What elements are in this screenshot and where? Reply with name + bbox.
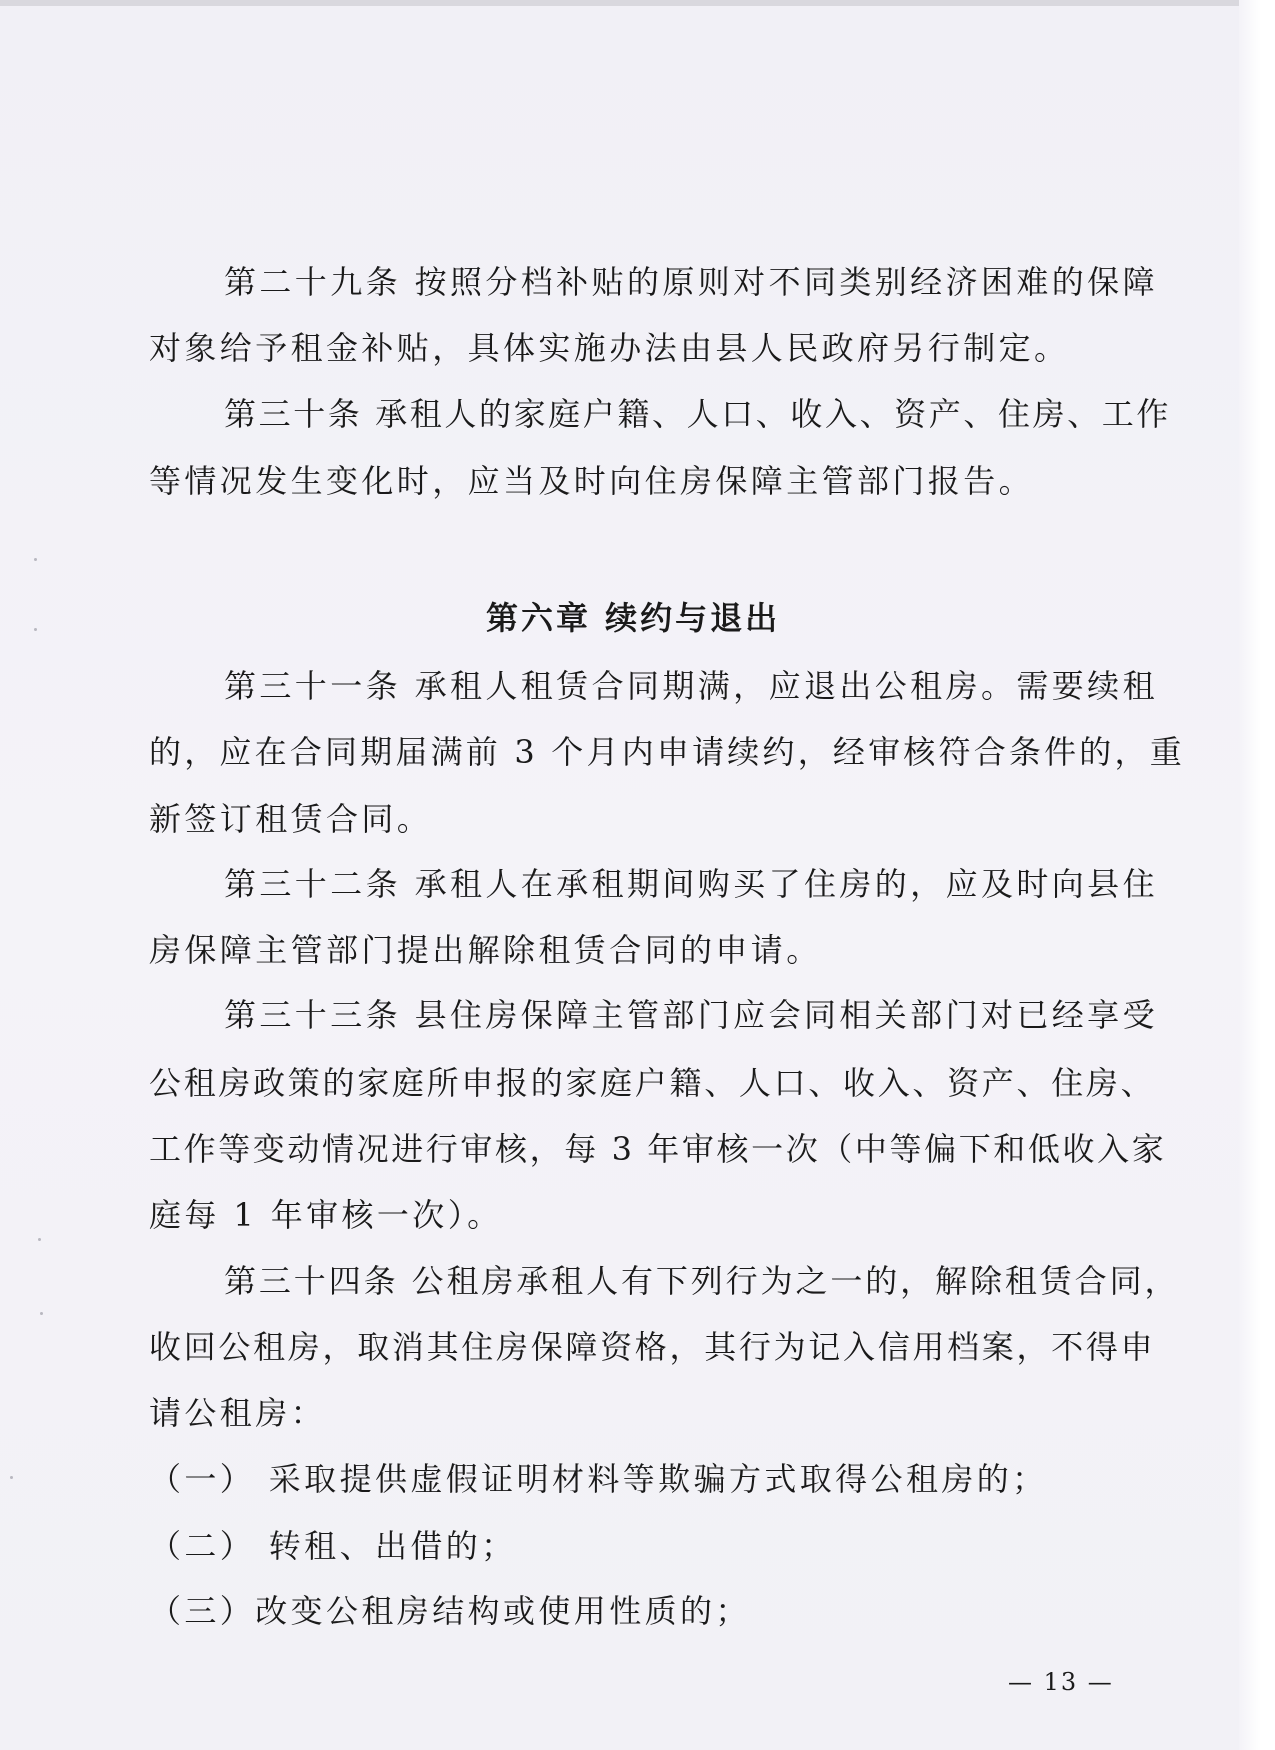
article-33-line-4: 庭每 1 年审核一次）。 xyxy=(149,1196,503,1234)
article-31-line-3: 新签订租赁合同。 xyxy=(149,800,433,838)
article-29-line-1: 第二十九条 按照分档补贴的原则对不同类别经济困难的保障 xyxy=(224,263,1158,301)
chapter-heading: 第六章 续约与退出 xyxy=(486,599,781,637)
article-30-line-1: 第三十条 承租人的家庭户籍、人口、收入、资产、住房、工作 xyxy=(224,395,1171,433)
article-33-line-2: 公租房政策的家庭所申报的家庭户籍、人口、收入、资产、住房、 xyxy=(149,1064,1156,1102)
speck xyxy=(34,628,37,631)
article-32-line-1: 第三十二条 承租人在承租期间购买了住房的，应及时向县住 xyxy=(224,865,1158,903)
article-33-line-3: 工作等变动情况进行审核，每 3 年审核一次（中等偏下和低收入家 xyxy=(149,1130,1167,1168)
article-30-line-2: 等情况发生变化时，应当及时向住房保障主管部门报告。 xyxy=(149,462,1035,500)
speck xyxy=(38,1238,41,1241)
scan-top-edge xyxy=(0,0,1275,6)
article-34-line-2: 收回公租房，取消其住房保障资格，其行为记入信用档案，不得申 xyxy=(149,1328,1156,1366)
speck xyxy=(10,1476,13,1479)
article-32-line-2: 房保障主管部门提出解除租赁合同的申请。 xyxy=(149,931,822,969)
article-31-line-2: 的，应在合同期届满前 3 个月内申请续约，经审核符合条件的，重 xyxy=(149,733,1185,771)
article-34-line-1: 第三十四条 公租房承租人有下列行为之一的，解除租赁合同， xyxy=(224,1262,1180,1300)
list-item-1: （一） 采取提供虚假证明材料等欺骗方式取得公租房的； xyxy=(149,1460,1048,1498)
article-34-line-3: 请公租房： xyxy=(149,1394,327,1432)
scan-right-edge xyxy=(1239,0,1275,1750)
article-33-line-1: 第三十三条 县住房保障主管部门应会同相关部门对已经享受 xyxy=(224,996,1158,1034)
list-item-2: （二） 转租、出借的； xyxy=(149,1527,517,1565)
article-31-line-1: 第三十一条 承租人租赁合同期满，应退出公租房。需要续租 xyxy=(224,667,1158,705)
list-item-3: （三）改变公租房结构或使用性质的； xyxy=(149,1592,751,1630)
article-29-line-2: 对象给予租金补贴，具体实施办法由县人民政府另行制定。 xyxy=(149,329,1070,367)
speck xyxy=(34,558,37,561)
speck xyxy=(40,1312,43,1315)
page-number: — 13 — xyxy=(1008,1668,1114,1696)
